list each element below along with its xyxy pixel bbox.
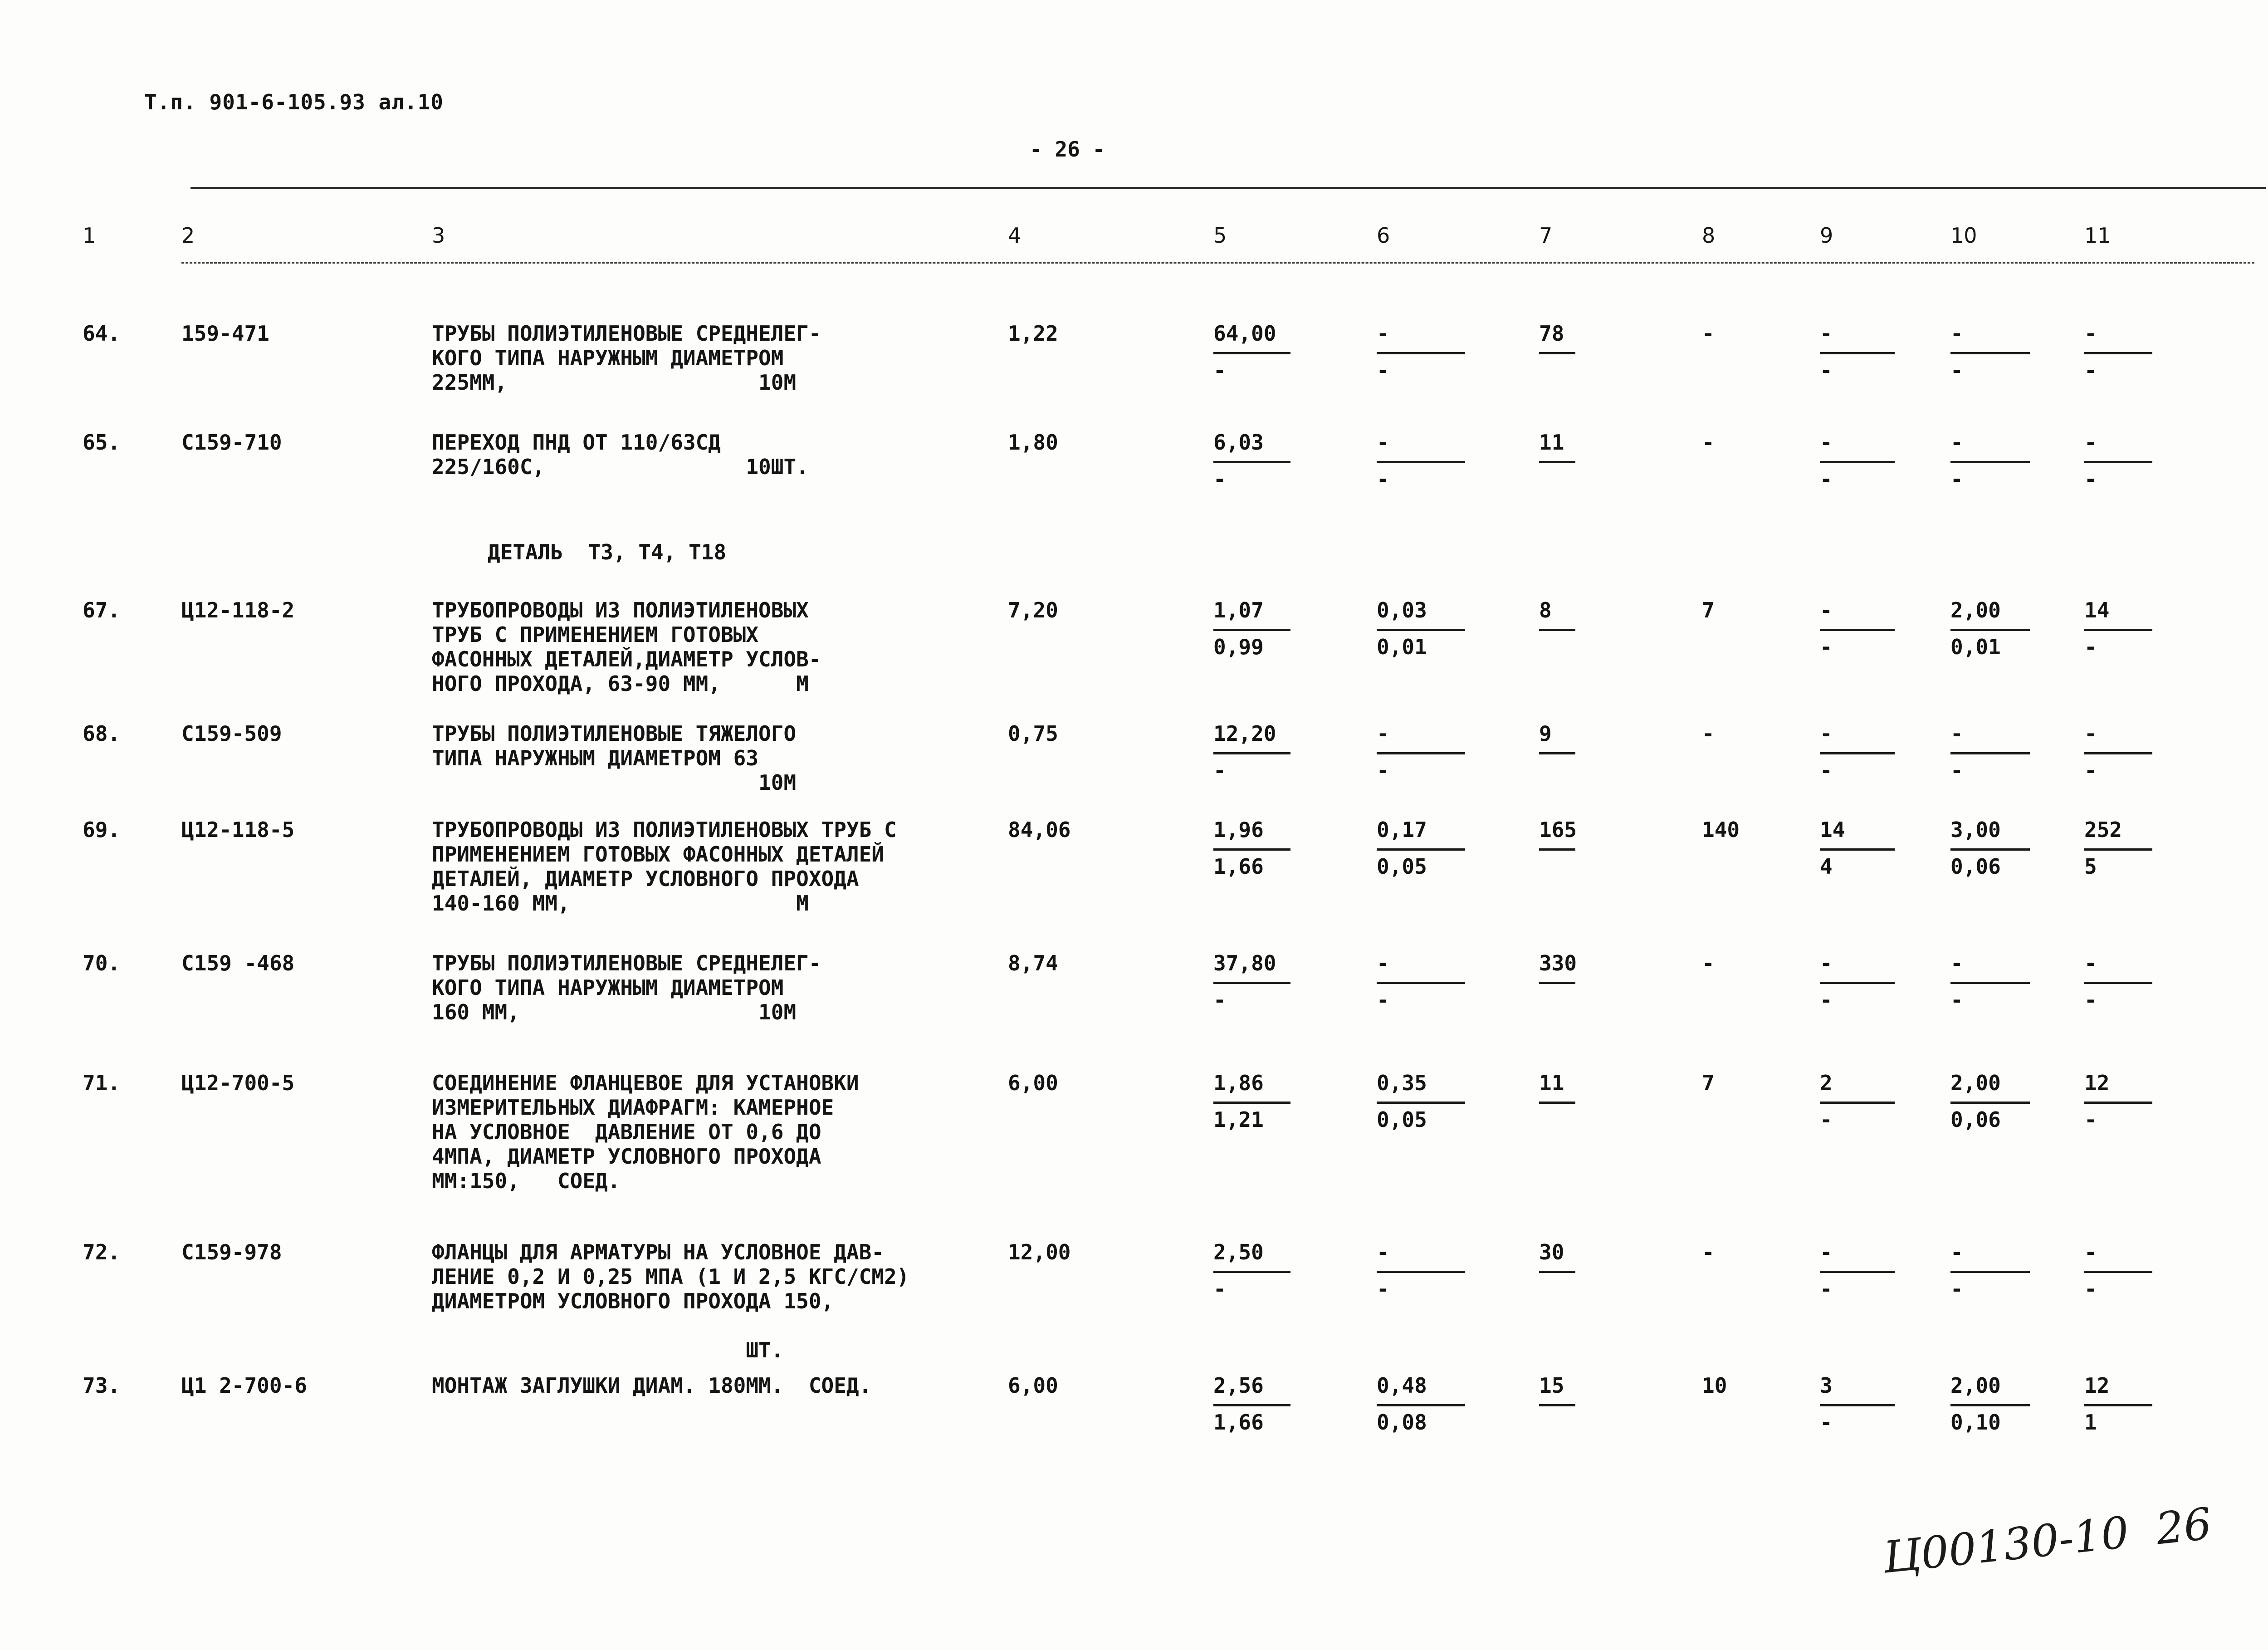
- cell-c9-denominator: 4: [1820, 854, 1833, 879]
- fraction-line: [1820, 1271, 1895, 1273]
- cell-c8: -: [1702, 321, 1715, 346]
- cell-c9-numerator: -: [1820, 951, 1833, 975]
- cell-c10-denominator: -: [1950, 1277, 1963, 1301]
- cell-c11-denominator: 5: [2084, 854, 2097, 879]
- cell-no: 67.: [83, 598, 121, 622]
- fraction-line: [2084, 752, 2152, 754]
- cell-c9-fraction: [1820, 430, 1895, 491]
- fraction-line: [1950, 629, 2030, 631]
- cell-c9-fraction: [1820, 818, 1895, 879]
- cell-c5-numerator: 2,56: [1213, 1373, 1264, 1398]
- cell-c11-numerator: 14: [2084, 598, 2110, 622]
- cell-c10-fraction: [1950, 321, 2030, 382]
- cell-c9-numerator: 14: [1820, 818, 1845, 842]
- cell-c11-denominator: -: [2084, 467, 2097, 491]
- cell-desc: ФЛАНЦЫ ДЛЯ АРМАТУРЫ НА УСЛОВНОЕ ДАВ- ЛЕНИЕ 0,2 И 0,25 МПА (1 И 2,5 КГС/СМ2) ДИАМЕТРОМ УСЛОВНОГО ПРОХОДА 150, ШТ.: [432, 1240, 909, 1362]
- cell-c6-numerator: -: [1377, 721, 1389, 746]
- cell-c6-denominator: 0,01: [1377, 635, 1427, 659]
- cell-c6-denominator: -: [1377, 467, 1389, 491]
- cell-c4: 0,75: [1008, 721, 1058, 746]
- cell-c9-denominator: -: [1820, 758, 1833, 783]
- cell-c10-fraction: [1950, 598, 2030, 659]
- cell-c7-numerator: 330: [1539, 951, 1577, 975]
- fraction-line: [2084, 461, 2152, 463]
- fraction-line: [1820, 629, 1895, 631]
- fraction-line: [1820, 1404, 1895, 1406]
- cell-c6-fraction: [1377, 951, 1465, 1012]
- cell-c8: -: [1702, 1240, 1715, 1264]
- col-header-3: 3: [432, 223, 445, 248]
- col-header-9: 9: [1820, 223, 1833, 248]
- cell-c9-denominator: -: [1820, 467, 1833, 491]
- fraction-line: [1950, 461, 2030, 463]
- cell-c9-numerator: 3: [1820, 1373, 1833, 1398]
- cell-c11-denominator: -: [2084, 758, 2097, 783]
- col-header-8: 8: [1702, 223, 1716, 248]
- fraction-line: [1213, 752, 1290, 754]
- cell-code: Ц1 2-700-6: [181, 1373, 307, 1398]
- cell-c9-numerator: -: [1820, 321, 1833, 346]
- cell-c9-numerator: -: [1820, 721, 1833, 746]
- cell-c6-denominator: -: [1377, 358, 1389, 382]
- col-header-6: 6: [1377, 223, 1390, 248]
- cell-c6-numerator: 0,17: [1377, 818, 1427, 842]
- cell-c9-numerator: -: [1820, 1240, 1833, 1264]
- cell-c6-numerator: -: [1377, 430, 1389, 455]
- cell-c10-fraction: [1950, 430, 2030, 491]
- cell-c7-fraction: [1539, 430, 1575, 467]
- cell-c6-fraction: [1377, 321, 1465, 382]
- cell-c6-denominator: -: [1377, 988, 1389, 1012]
- cell-c9-denominator: -: [1820, 988, 1833, 1012]
- col-header-1: 1: [83, 223, 96, 248]
- cell-c5-fraction: [1213, 1373, 1290, 1435]
- cell-c5-fraction: [1213, 321, 1290, 382]
- cell-c5-fraction: [1213, 430, 1290, 491]
- cell-c6-fraction: [1377, 430, 1465, 491]
- cell-c5-fraction: [1213, 598, 1290, 659]
- cell-c10-denominator: 0,01: [1950, 635, 2001, 659]
- cell-c10-numerator: 2,00: [1950, 598, 2001, 622]
- cell-c10-denominator: -: [1950, 988, 1963, 1012]
- cell-c9-numerator: -: [1820, 430, 1833, 455]
- cell-c10-denominator: -: [1950, 358, 1963, 382]
- cell-c5-numerator: 64,00: [1213, 321, 1276, 346]
- header-rule: [181, 262, 2254, 264]
- cell-desc: ТРУБЫ ПОЛИЭТИЛЕНОВЫЕ СРЕДНЕЛЕГ- КОГО ТИПА НАРУЖНЫМ ДИАМЕТРОМ 160 ММ, 10М: [432, 951, 821, 1024]
- fraction-line: [1950, 752, 2030, 754]
- cell-code: С159-710: [181, 430, 282, 455]
- cell-c11-numerator: -: [2084, 721, 2097, 746]
- cell-c11-fraction: [2084, 598, 2152, 659]
- fraction-line: [1213, 1102, 1290, 1104]
- cell-c5-numerator: 1,96: [1213, 818, 1264, 842]
- cell-c9-fraction: [1820, 321, 1895, 382]
- fraction-line: [1539, 352, 1575, 354]
- fraction-line: [1539, 982, 1575, 984]
- cell-c11-denominator: -: [2084, 1277, 2097, 1301]
- cell-c10-denominator: 0,10: [1950, 1410, 2001, 1435]
- cell-c7-fraction: [1539, 721, 1575, 758]
- cell-c4: 12,00: [1008, 1240, 1071, 1264]
- top-rule: [191, 187, 2266, 189]
- cell-c10-numerator: -: [1950, 321, 1963, 346]
- cell-c7-numerator: 30: [1539, 1240, 1564, 1264]
- fraction-line: [1539, 461, 1575, 463]
- fraction-line: [1539, 1404, 1575, 1406]
- cell-c11-denominator: -: [2084, 358, 2097, 382]
- col-header-2: 2: [181, 223, 195, 248]
- cell-c6-fraction: [1377, 721, 1465, 783]
- cell-c10-fraction: [1950, 721, 2030, 783]
- handwritten-code: Ц00130-10 26: [1881, 1498, 2214, 1583]
- cell-c5-denominator: 0,99: [1213, 635, 1264, 659]
- fraction-line: [1950, 1271, 2030, 1273]
- cell-c11-fraction: [2084, 321, 2152, 382]
- cell-desc: ТРУБЫ ПОЛИЭТИЛЕНОВЫЕ СРЕДНЕЛЕГ- КОГО ТИПА НАРУЖНЫМ ДИАМЕТРОМ 225ММ, 10М: [432, 321, 821, 395]
- cell-c9-fraction: [1820, 598, 1895, 659]
- fraction-line: [1377, 982, 1465, 984]
- fraction-line: [1820, 1102, 1895, 1104]
- fraction-line: [1820, 982, 1895, 984]
- cell-c4: 1,22: [1008, 321, 1058, 346]
- cell-c11-fraction: [2084, 818, 2152, 879]
- cell-c6-fraction: [1377, 818, 1465, 879]
- cell-no: 68.: [83, 721, 121, 746]
- fraction-line: [2084, 982, 2152, 984]
- cell-no: 64.: [83, 321, 121, 346]
- fraction-line: [1213, 1404, 1290, 1406]
- cell-c5-denominator: -: [1213, 467, 1226, 491]
- fraction-line: [2084, 352, 2152, 354]
- fraction-line: [1213, 352, 1290, 354]
- cell-c6-numerator: 0,03: [1377, 598, 1427, 622]
- fraction-line: [2084, 629, 2152, 631]
- cell-c5-numerator: 6,03: [1213, 430, 1264, 455]
- cell-code: С159 -468: [181, 951, 295, 975]
- cell-desc: ТРУБЫ ПОЛИЭТИЛЕНОВЫЕ ТЯЖЕЛОГО ТИПА НАРУЖНЫМ ДИАМЕТРОМ 63 10М: [432, 721, 797, 795]
- cell-c5-denominator: 1,21: [1213, 1107, 1264, 1132]
- cell-c10-fraction: [1950, 1071, 2030, 1132]
- cell-c6-fraction: [1377, 598, 1465, 659]
- cell-c10-denominator: 0,06: [1950, 854, 2001, 879]
- fraction-line: [1539, 1271, 1575, 1273]
- fraction-line: [1213, 629, 1290, 631]
- cell-c11-numerator: -: [2084, 321, 2097, 346]
- cell-c7-numerator: 78: [1539, 321, 1564, 346]
- cell-c5-numerator: 1,07: [1213, 598, 1264, 622]
- cell-c11-fraction: [2084, 1373, 2152, 1435]
- cell-desc: ТРУБОПРОВОДЫ ИЗ ПОЛИЭТИЛЕНОВЫХ ТРУБ С ПРИМЕНЕНИЕМ ГОТОВЫХ ФАСОННЫХ ДЕТАЛЕЙ ДЕТАЛЕЙ, ДИАМЕТР УСЛОВНОГО ПРОХОДА 140-160 ММ, М: [432, 818, 897, 916]
- cell-no: 70.: [83, 951, 121, 975]
- cell-c7-numerator: 165: [1539, 818, 1577, 842]
- cell-c5-denominator: -: [1213, 358, 1226, 382]
- cell-c5-fraction: [1213, 818, 1290, 879]
- cell-c9-denominator: -: [1820, 635, 1833, 659]
- cell-no: 72.: [83, 1240, 121, 1264]
- cell-c5-numerator: 12,20: [1213, 721, 1276, 746]
- cell-c8: 10: [1702, 1373, 1727, 1398]
- cell-c9-fraction: [1820, 1071, 1895, 1132]
- cell-c9-denominator: -: [1820, 1277, 1833, 1301]
- fraction-line: [2084, 1404, 2152, 1406]
- page-number: - 26 -: [1030, 137, 1105, 162]
- col-header-10: 10: [1950, 223, 1977, 248]
- cell-c10-fraction: [1950, 818, 2030, 879]
- cell-c6-numerator: -: [1377, 321, 1389, 346]
- cell-code: 159-471: [181, 321, 269, 346]
- col-header-4: 4: [1008, 223, 1022, 248]
- fraction-line: [2084, 848, 2152, 851]
- cell-c8: 140: [1702, 818, 1740, 842]
- cell-c10-denominator: -: [1950, 467, 1963, 491]
- cell-c5-denominator: -: [1213, 1277, 1226, 1301]
- cell-c11-numerator: -: [2084, 951, 2097, 975]
- cell-c10-numerator: -: [1950, 721, 1963, 746]
- fraction-line: [1377, 1404, 1465, 1406]
- cell-c5-numerator: 1,86: [1213, 1071, 1264, 1095]
- cell-c7-numerator: 11: [1539, 430, 1564, 455]
- cell-c6-numerator: -: [1377, 951, 1389, 975]
- cell-c11-fraction: [2084, 1240, 2152, 1301]
- fraction-line: [1377, 461, 1465, 463]
- cell-c8: 7: [1702, 1071, 1715, 1095]
- cell-c4: 6,00: [1008, 1373, 1058, 1398]
- cell-desc: МОНТАЖ ЗАГЛУШКИ ДИАМ. 180ММ. СОЕД.: [432, 1373, 872, 1398]
- cell-c11-denominator: -: [2084, 988, 2097, 1012]
- cell-c11-numerator: 12: [2084, 1373, 2110, 1398]
- fraction-line: [1377, 752, 1465, 754]
- cell-code: С159-509: [181, 721, 282, 746]
- cell-c7-fraction: [1539, 951, 1577, 988]
- fraction-line: [1213, 982, 1290, 984]
- fraction-line: [2084, 1271, 2152, 1273]
- cell-c5-fraction: [1213, 1240, 1290, 1301]
- fraction-line: [1950, 352, 2030, 354]
- cell-c6-fraction: [1377, 1240, 1465, 1301]
- cell-c11-denominator: 1: [2084, 1410, 2097, 1435]
- cell-c7-numerator: 15: [1539, 1373, 1564, 1398]
- cell-c7-fraction: [1539, 598, 1575, 635]
- fraction-line: [1820, 752, 1895, 754]
- cell-no: 69.: [83, 818, 121, 842]
- cell-c6-denominator: 0,05: [1377, 854, 1427, 879]
- cell-c4: 8,74: [1008, 951, 1058, 975]
- cell-c9-numerator: 2: [1820, 1071, 1833, 1095]
- cell-c11-fraction: [2084, 951, 2152, 1012]
- cell-c6-numerator: 0,48: [1377, 1373, 1427, 1398]
- cell-c9-denominator: -: [1820, 1410, 1833, 1435]
- cell-c4: 7,20: [1008, 598, 1058, 622]
- fraction-line: [1213, 848, 1290, 851]
- cell-c7-numerator: 8: [1539, 598, 1552, 622]
- cell-c5-numerator: 2,50: [1213, 1240, 1264, 1264]
- cell-desc: ТРУБОПРОВОДЫ ИЗ ПОЛИЭТИЛЕНОВЫХ ТРУБ С ПРИМЕНЕНИЕМ ГОТОВЫХ ФАСОННЫХ ДЕТАЛЕЙ,ДИАМЕТР УСЛОВ- НОГО ПРОХОДА, 63-90 ММ, М: [432, 598, 821, 696]
- cell-code: Ц12-118-5: [181, 818, 295, 842]
- cell-c8: -: [1702, 721, 1715, 746]
- cell-c10-denominator: 0,06: [1950, 1107, 2001, 1132]
- cell-c6-fraction: [1377, 1071, 1465, 1132]
- cell-desc: СОЕДИНЕНИЕ ФЛАНЦЕВОЕ ДЛЯ УСТАНОВКИ ИЗМЕРИТЕЛЬНЫХ ДИАФРАГМ: КАМЕРНОЕ НА УСЛОВНОЕ ДАВЛЕНИЕ ОТ 0,6 ДО 4МПА, ДИАМЕТР УСЛОВНОГО ПРОХОДА ММ:150, СОЕД.: [432, 1071, 859, 1193]
- cell-c6-numerator: -: [1377, 1240, 1389, 1264]
- cell-c8: -: [1702, 430, 1715, 455]
- cell-c7-numerator: 9: [1539, 721, 1552, 746]
- col-header-5: 5: [1213, 223, 1227, 248]
- fraction-line: [1377, 848, 1465, 851]
- cell-c9-fraction: [1820, 721, 1895, 783]
- cell-c9-denominator: -: [1820, 358, 1833, 382]
- cell-c11-numerator: 12: [2084, 1071, 2110, 1095]
- cell-c6-denominator: -: [1377, 758, 1389, 783]
- cell-c4: 84,06: [1008, 818, 1071, 842]
- cell-c4: 1,80: [1008, 430, 1058, 455]
- cell-no: 73.: [83, 1373, 121, 1398]
- cell-code: Ц12-700-5: [181, 1071, 295, 1095]
- cell-c6-denominator: 0,05: [1377, 1107, 1427, 1132]
- fraction-line: [1820, 352, 1895, 354]
- fraction-line: [1820, 461, 1895, 463]
- cell-c6-fraction: [1377, 1373, 1465, 1435]
- cell-c7-fraction: [1539, 321, 1575, 358]
- cell-c5-denominator: 1,66: [1213, 1410, 1264, 1435]
- fraction-line: [1377, 1102, 1465, 1104]
- cell-code: Ц12-118-2: [181, 598, 295, 622]
- cell-c11-fraction: [2084, 430, 2152, 491]
- cell-desc: ПЕРЕХОД ПНД ОТ 110/63СД 225/160С, 10ШТ.: [432, 430, 809, 479]
- col-header-11: 11: [2084, 223, 2111, 248]
- fraction-line: [1377, 1271, 1465, 1273]
- cell-c9-numerator: -: [1820, 598, 1833, 622]
- cell-c10-numerator: -: [1950, 951, 1963, 975]
- fraction-line: [1377, 352, 1465, 354]
- cell-c10-fraction: [1950, 1373, 2030, 1435]
- cell-no: 65.: [83, 430, 121, 455]
- cell-c7-fraction: [1539, 1071, 1575, 1107]
- fraction-line: [1950, 848, 2030, 851]
- fraction-line: [1377, 629, 1465, 631]
- col-header-7: 7: [1539, 223, 1553, 248]
- cell-c7-fraction: [1539, 818, 1577, 854]
- fraction-line: [1539, 1102, 1575, 1104]
- cell-c11-fraction: [2084, 1071, 2152, 1132]
- cell-c11-numerator: -: [2084, 430, 2097, 455]
- fraction-line: [1539, 629, 1575, 631]
- cell-c9-fraction: [1820, 951, 1895, 1012]
- fraction-line: [1213, 1271, 1290, 1273]
- cell-no: 71.: [83, 1071, 121, 1095]
- cell-c7-numerator: 11: [1539, 1071, 1564, 1095]
- fraction-line: [1820, 848, 1895, 851]
- cell-c11-numerator: -: [2084, 1240, 2097, 1264]
- cell-c8: 7: [1702, 598, 1715, 622]
- cell-c10-numerator: 2,00: [1950, 1373, 2001, 1398]
- cell-c11-fraction: [2084, 721, 2152, 783]
- section-title: ДЕТАЛЬ Т3, Т4, Т18: [488, 540, 727, 564]
- cell-c5-denominator: -: [1213, 988, 1226, 1012]
- cell-c5-fraction: [1213, 951, 1290, 1012]
- fraction-line: [1950, 1404, 2030, 1406]
- fraction-line: [1950, 1102, 2030, 1104]
- cell-c10-fraction: [1950, 951, 2030, 1012]
- cell-c9-fraction: [1820, 1373, 1895, 1435]
- cell-c5-fraction: [1213, 1071, 1290, 1132]
- cell-c9-fraction: [1820, 1240, 1895, 1301]
- fraction-line: [2084, 1102, 2152, 1104]
- cell-code: С159-978: [181, 1240, 282, 1264]
- cell-c5-denominator: -: [1213, 758, 1226, 783]
- cell-c10-numerator: 3,00: [1950, 818, 2001, 842]
- cell-c11-numerator: 252: [2084, 818, 2122, 842]
- fraction-line: [1950, 982, 2030, 984]
- cell-c10-denominator: -: [1950, 758, 1963, 783]
- cell-c5-denominator: 1,66: [1213, 854, 1264, 879]
- cell-c5-fraction: [1213, 721, 1290, 783]
- fraction-line: [1213, 461, 1290, 463]
- fraction-line: [1539, 752, 1575, 754]
- fraction-line: [1539, 848, 1575, 851]
- cell-c10-numerator: -: [1950, 1240, 1963, 1264]
- cell-c7-fraction: [1539, 1373, 1575, 1410]
- cell-c9-denominator: -: [1820, 1107, 1833, 1132]
- cell-c10-numerator: 2,00: [1950, 1071, 2001, 1095]
- cell-c10-fraction: [1950, 1240, 2030, 1301]
- cell-c10-numerator: -: [1950, 430, 1963, 455]
- cell-c11-denominator: -: [2084, 1107, 2097, 1132]
- cell-c7-fraction: [1539, 1240, 1575, 1277]
- cell-c11-denominator: -: [2084, 635, 2097, 659]
- cell-c4: 6,00: [1008, 1071, 1058, 1095]
- cell-c6-denominator: 0,08: [1377, 1410, 1427, 1435]
- cell-c8: -: [1702, 951, 1715, 975]
- document-code: Т.п. 901-6-105.93 ал.10: [144, 90, 444, 114]
- cell-c6-denominator: -: [1377, 1277, 1389, 1301]
- cell-c6-numerator: 0,35: [1377, 1071, 1427, 1095]
- cell-c5-numerator: 37,80: [1213, 951, 1276, 975]
